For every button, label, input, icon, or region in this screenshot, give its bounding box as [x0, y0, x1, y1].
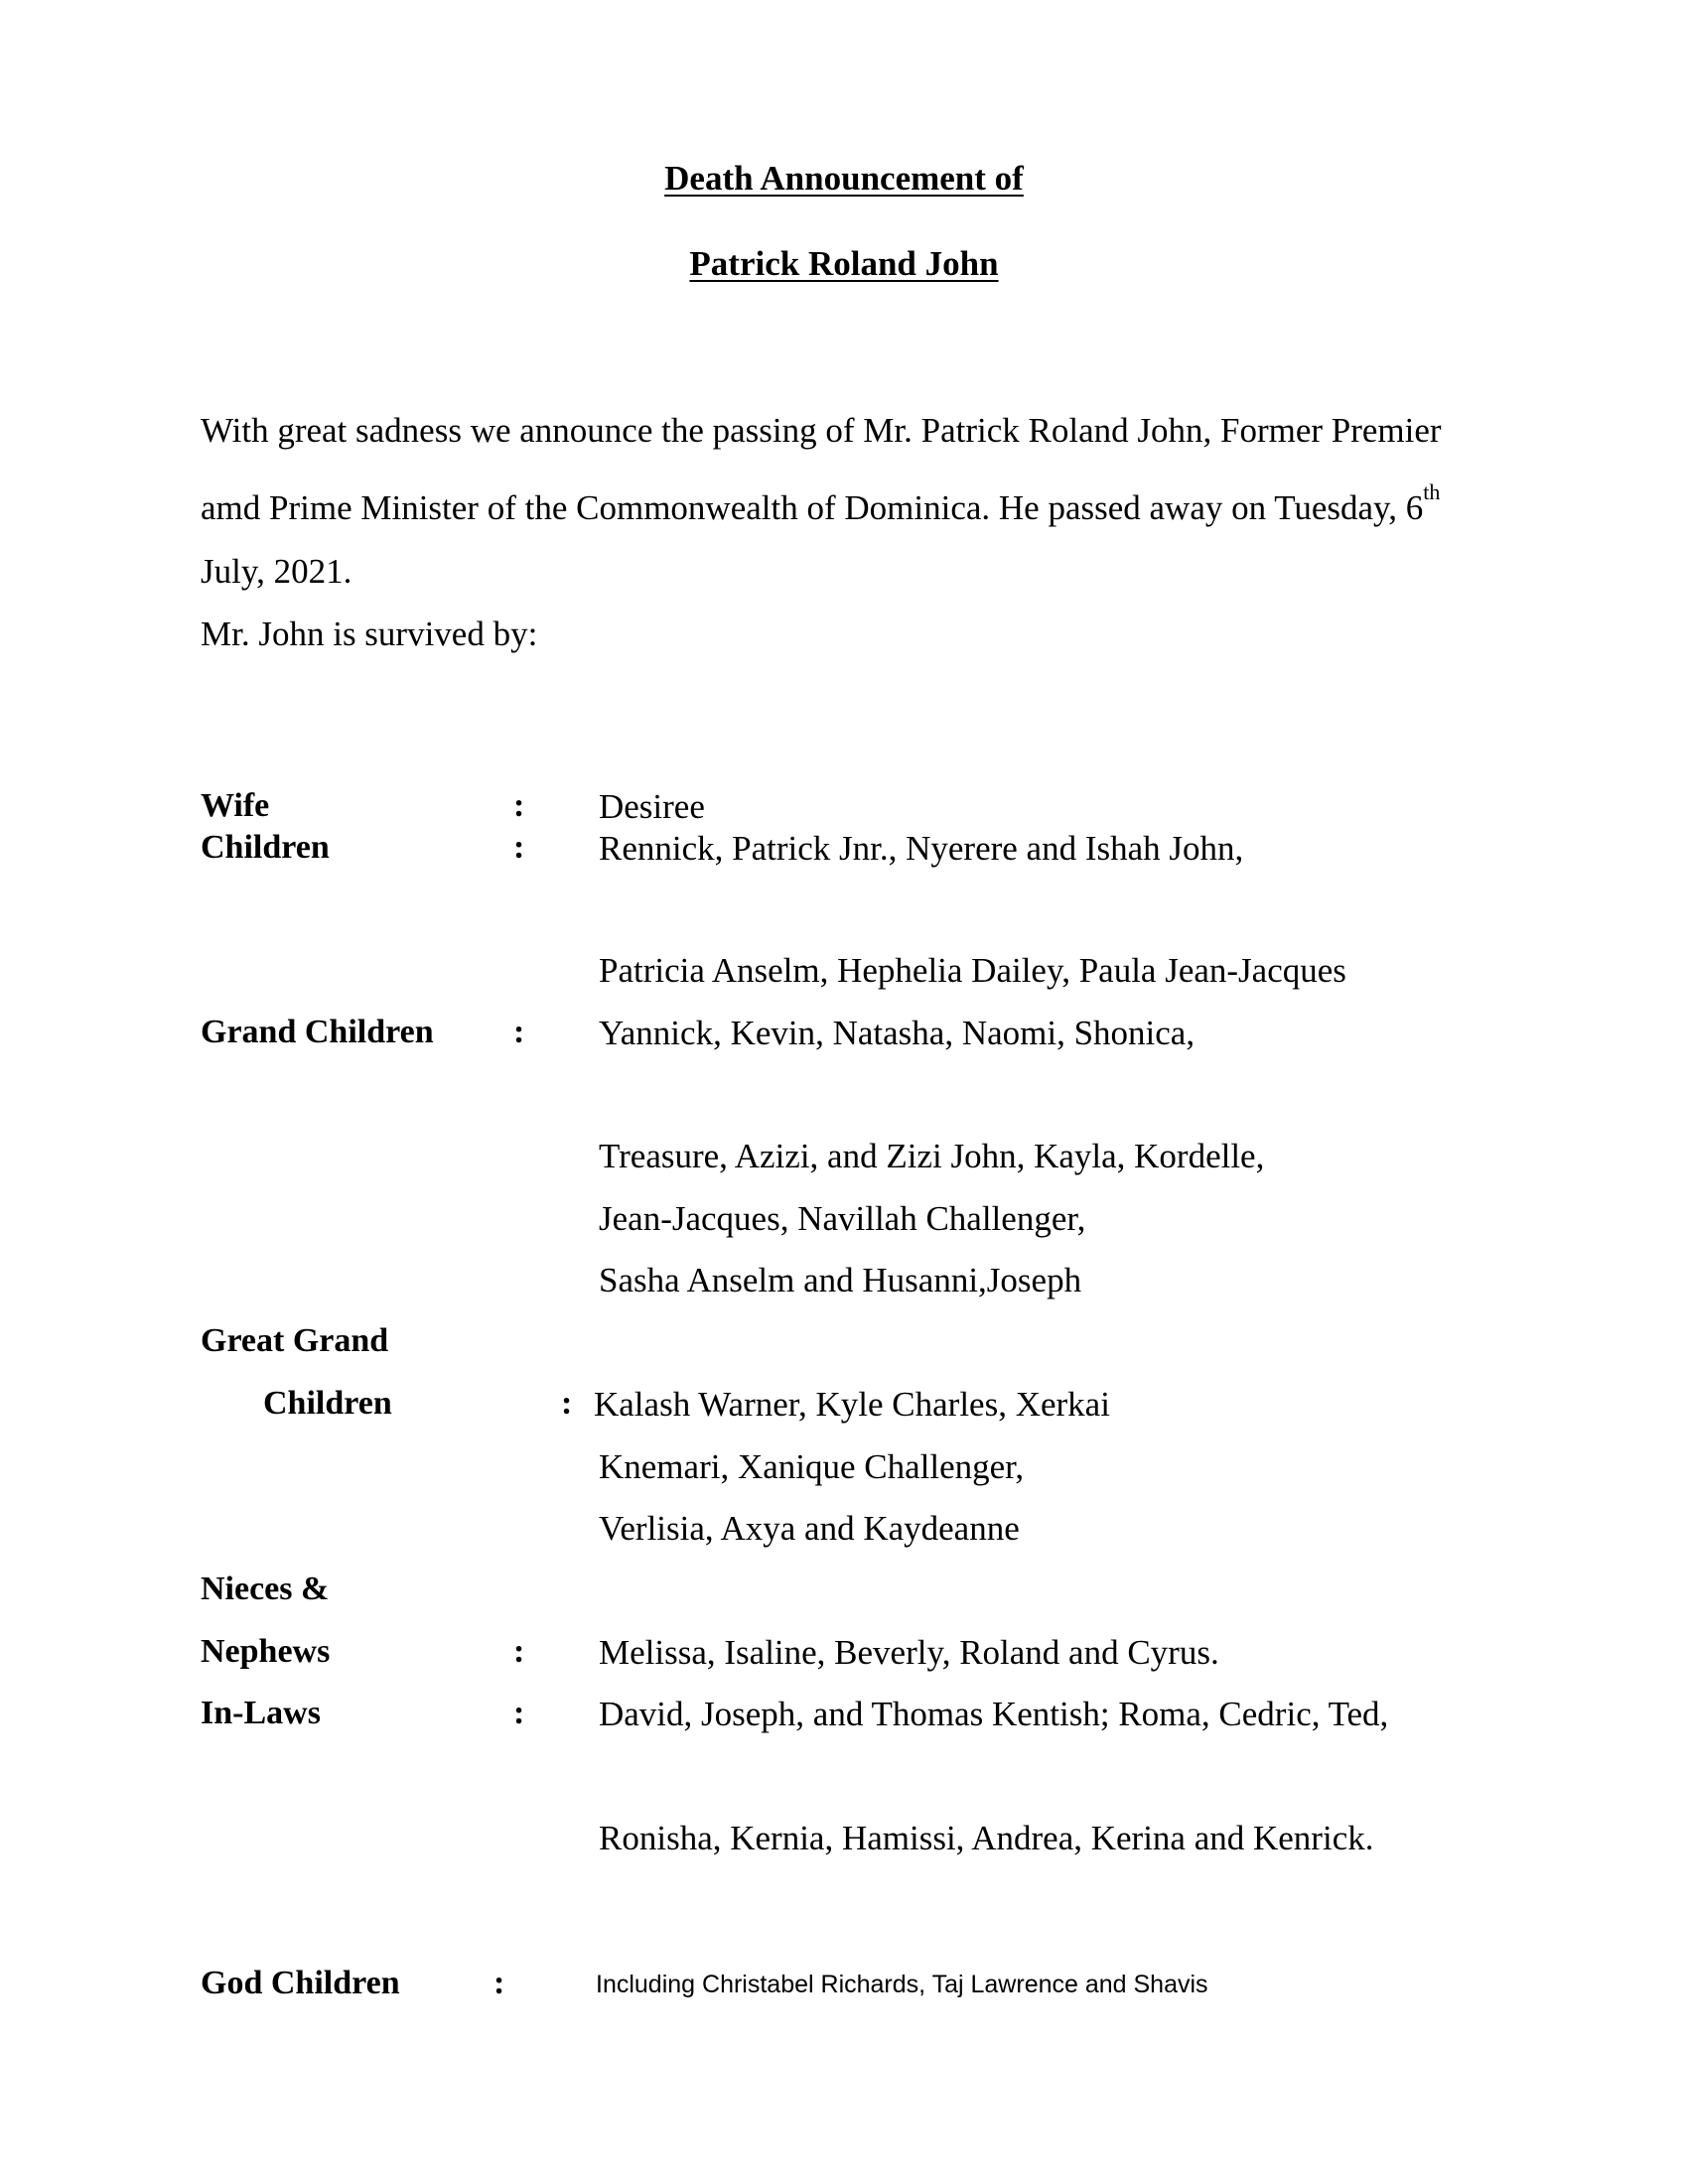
value-in-laws-2: Ronisha, Kernia, Hamissi, Andrea, Kerina and Kenrick. [599, 1819, 1374, 1857]
value-in-laws-1: David, Joseph, and Thomas Kentish; Roma, Cedric, Ted, [599, 1695, 1389, 1733]
label-grand-children: Grand Children [201, 1014, 434, 1050]
label-nephews: Nephews [201, 1633, 331, 1670]
label-wife: Wife [201, 787, 270, 824]
value-grand-children-4: Sasha Anselm and Husanni,Joseph [599, 1261, 1082, 1299]
intro-line-4: Mr. John is survived by: [201, 614, 538, 653]
intro-line-2: amd Prime Minister of the Commonwealth of Dominica. He passed away on Tuesday, 6th [201, 479, 1441, 527]
value-grand-children-3: Jean-Jacques, Navillah Challenger, [599, 1199, 1086, 1238]
label-children: Children [201, 829, 330, 866]
label-nieces: Nieces & [201, 1570, 330, 1607]
value-god-children: Including Christabel Richards, Taj Lawrence and Shavis [596, 1971, 1208, 1998]
label-great-grand-1: Great Grand [201, 1322, 389, 1359]
intro-line-3: July, 2021. [201, 552, 352, 591]
colon-grand-children: : [513, 1014, 525, 1050]
label-great-grand-2: Children [263, 1385, 392, 1422]
deceased-name: Patrick Roland John [689, 244, 999, 283]
value-great-grand-3: Verlisia, Axya and Kaydeanne [599, 1509, 1020, 1548]
label-god-children: God Children [201, 1965, 400, 2001]
announcement-title: Death Announcement of [664, 159, 1024, 198]
colon-wife: : [513, 787, 525, 824]
value-great-grand-2: Knemari, Xanique Challenger, [599, 1447, 1025, 1486]
colon-nephews: : [513, 1633, 525, 1670]
value-children-1: Rennick, Patrick Jnr., Nyerere and Ishah John, [599, 829, 1244, 868]
value-great-grand-1: Kalash Warner, Kyle Charles, Xerkai [594, 1385, 1110, 1424]
value-nieces-nephews: Melissa, Isaline, Beverly, Roland and Cyrus. [599, 1633, 1219, 1672]
value-children-2: Patricia Anselm, Hephelia Dailey, Paula Jean-Jacques [599, 951, 1346, 990]
colon-great-grand-children: : [561, 1385, 573, 1422]
colon-children: : [513, 829, 525, 866]
value-grand-children-2: Treasure, Azizi, and Zizi John, Kayla, Kordelle, [599, 1137, 1265, 1175]
label-in-laws: In-Laws [201, 1695, 321, 1731]
value-wife: Desiree [599, 787, 705, 826]
colon-god-children: : [493, 1965, 505, 2001]
intro-line-1: With great sadness we announce the passing of Mr. Patrick Roland John, Former Premier [201, 411, 1442, 450]
value-grand-children-1: Yannick, Kevin, Natasha, Naomi, Shonica, [599, 1014, 1196, 1052]
colon-in-laws: : [513, 1695, 525, 1731]
